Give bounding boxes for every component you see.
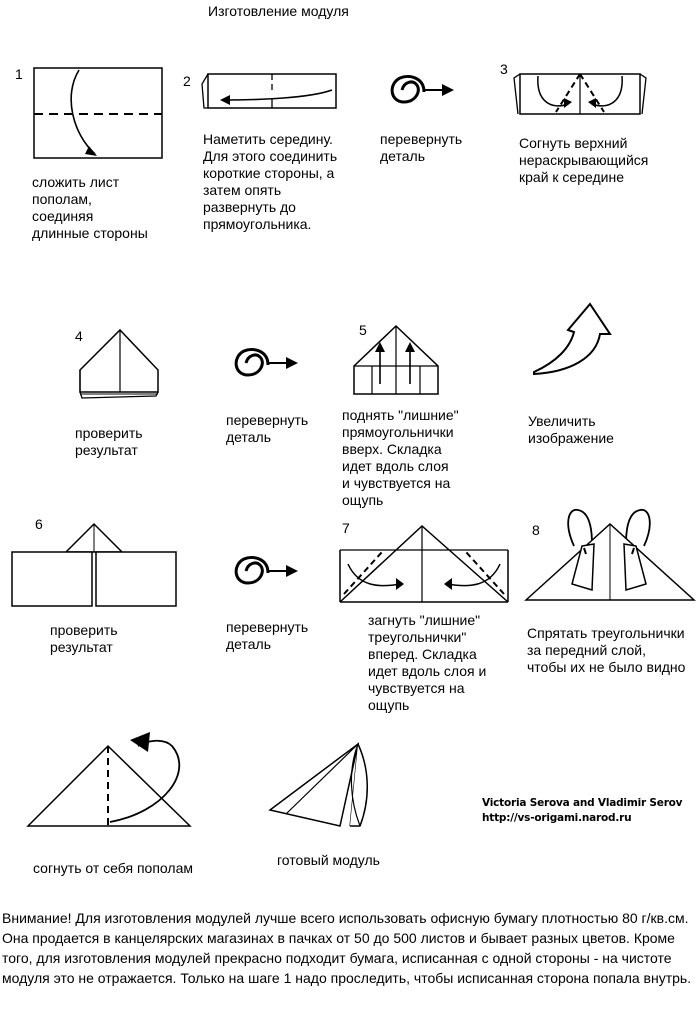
zoom-arrow-icon [530, 300, 614, 380]
credit-url[interactable]: http://vs-origami.narod.ru [482, 812, 632, 824]
flip-icon [226, 345, 302, 385]
step-1-caption: сложить лист пополам, соединяя длинные стороны [32, 174, 148, 241]
step-7-figure [338, 524, 510, 606]
step-2-caption: Наметить середину. Для этого соединить короткие стороны, а затем опять развернуть до прямоугольника. [203, 131, 338, 232]
credit [482, 796, 682, 826]
flip-caption: перевернуть деталь [226, 619, 309, 652]
step-number: 5 [359, 322, 367, 338]
step-6-figure [10, 520, 178, 610]
finished-module-figure [266, 740, 376, 832]
step-9-caption: согнуть от себя пополам [33, 860, 193, 876]
step-number: 6 [35, 516, 43, 532]
step-3-figure [512, 66, 648, 118]
step-4-figure [76, 326, 162, 402]
step-5-figure [350, 322, 442, 398]
note-paragraph: Внимание! Для изготовления модулей лучше всего использовать офисную бумагу плотностью 80 г/кв.см. Она продается в канцелярских магазинах в пачках от 50 до 500 листов и бывает разных цветов. Кроме того, для изготовления модулей прекрасно подходит бумага, исписанная с одной стороны - на чистоте модуля это не отражается. Только на шаге 1 надо проследить, чтобы исписанная сторона попала внутрь. [2, 910, 692, 986]
flip-caption: перевернуть деталь [226, 412, 309, 445]
step-6-caption: проверить результат [50, 622, 118, 655]
step-1-figure [33, 66, 163, 160]
step-number: 2 [183, 73, 191, 89]
step-number: 1 [15, 66, 23, 82]
page-title: Изготовление модуля [208, 3, 349, 19]
step-number: 4 [75, 328, 83, 344]
step-9-figure [24, 730, 200, 830]
step-4-caption: проверить результат [75, 425, 143, 458]
flip-caption: перевернуть деталь [380, 131, 463, 164]
zoom-caption: Увеличить изображение [528, 413, 614, 446]
step-number: 8 [532, 522, 540, 538]
step-5-caption: поднять "лишние" прямоугольнички вверх. Складка идет вдоль слоя и чувствуется на ощупь [342, 407, 459, 508]
step-number: 3 [500, 61, 508, 77]
flip-icon [226, 553, 302, 593]
step-3-caption: Согнуть верхний нераскрывающийся край к середине [519, 135, 649, 185]
step-8-figure [524, 504, 696, 606]
flip-icon [382, 72, 458, 112]
step-2-figure [200, 72, 340, 112]
credit-authors: Victoria Serova and Vladimir Serov [482, 797, 683, 809]
step-8-caption: Спрятать треугольнички за передний слой, чтобы их не было видно [527, 625, 686, 675]
step-number: 7 [342, 520, 350, 536]
step-7-caption: загнуть "лишние" треугольнички" вперед. Складка идет вдоль слоя и чувствуется на ощупь [368, 612, 487, 713]
step-10-caption: готовый модуль [277, 852, 380, 868]
